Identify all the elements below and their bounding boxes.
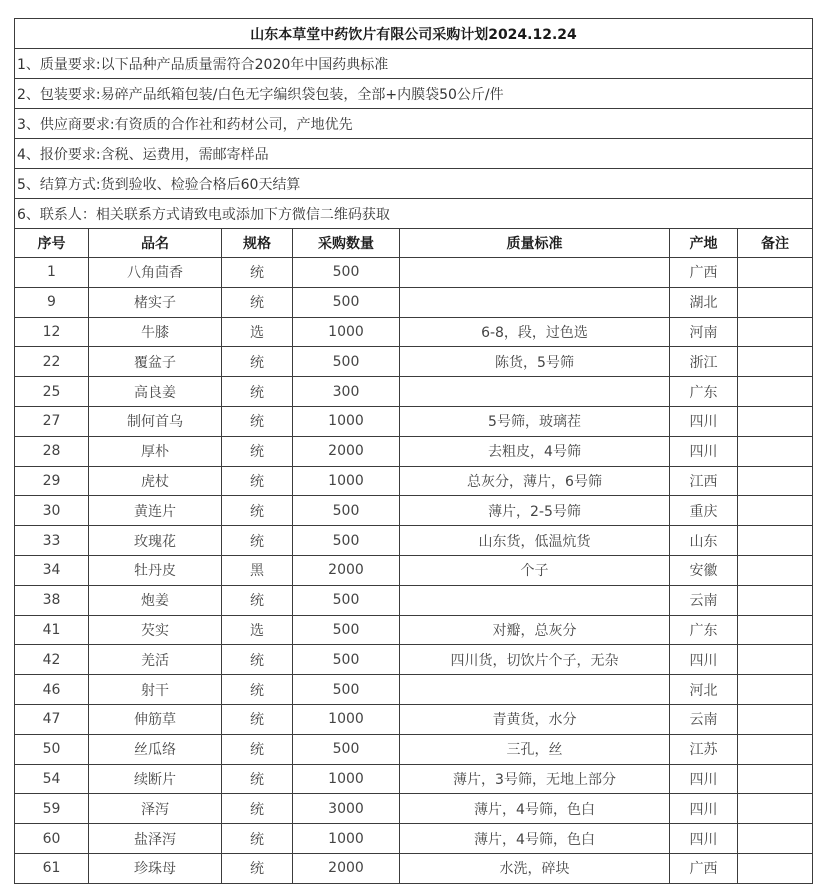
cell-qty: 1000: [293, 406, 400, 436]
cell-name: 羌活: [89, 645, 222, 675]
header-origin: 产地: [670, 229, 738, 258]
table-row: [15, 734, 813, 764]
cell-name: 芡实: [89, 615, 222, 645]
cell-name: 丝瓜络: [89, 734, 222, 764]
cell-seq: 9: [15, 287, 89, 317]
cell-origin: 江西: [670, 466, 738, 496]
cell-spec: 统: [222, 824, 293, 854]
cell-qty: 500: [293, 645, 400, 675]
quotation-requirement: 4、报价要求:含税、运费用，需邮寄样品: [15, 139, 813, 169]
cell-qty: 1000: [293, 317, 400, 347]
settlement-terms: 5、结算方式:货到验收、检验合格后60天结算: [15, 169, 813, 199]
cell-note: [738, 645, 813, 675]
table-row: [15, 645, 813, 675]
cell-spec: 统: [222, 347, 293, 377]
cell-spec: 统: [222, 734, 293, 764]
cell-quality: [400, 287, 670, 317]
header-qty: 采购数量: [293, 229, 400, 258]
cell-spec: 统: [222, 764, 293, 794]
cell-origin: 云南: [670, 585, 738, 615]
cell-seq: 25: [15, 377, 89, 407]
cell-note: [738, 615, 813, 645]
cell-seq: 27: [15, 406, 89, 436]
cell-spec: 统: [222, 377, 293, 407]
cell-spec: 统: [222, 526, 293, 556]
cell-seq: 29: [15, 466, 89, 496]
cell-quality: 总灰分，薄片，6号筛: [400, 466, 670, 496]
cell-seq: 12: [15, 317, 89, 347]
table-row: [15, 615, 813, 645]
cell-qty: 1000: [293, 764, 400, 794]
cell-quality: 薄片，3号筛，无地上部分: [400, 764, 670, 794]
cell-origin: 安徽: [670, 555, 738, 585]
cell-qty: 500: [293, 496, 400, 526]
cell-qty: 1000: [293, 824, 400, 854]
cell-name: 珍珠母: [89, 853, 222, 883]
cell-origin: 广东: [670, 377, 738, 407]
cell-qty: 500: [293, 585, 400, 615]
cell-qty: 500: [293, 615, 400, 645]
cell-name: 楮实子: [89, 287, 222, 317]
cell-quality: 6-8，段，过色选: [400, 317, 670, 347]
cell-spec: 统: [222, 496, 293, 526]
cell-qty: 2000: [293, 555, 400, 585]
cell-seq: 59: [15, 794, 89, 824]
procurement-table: [14, 18, 813, 884]
cell-spec: 选: [222, 317, 293, 347]
cell-note: [738, 287, 813, 317]
cell-seq: 61: [15, 853, 89, 883]
cell-quality: 薄片，4号筛，色白: [400, 794, 670, 824]
table-row: [15, 824, 813, 854]
cell-note: [738, 347, 813, 377]
table-row: [15, 466, 813, 496]
cell-seq: 60: [15, 824, 89, 854]
cell-qty: 2000: [293, 436, 400, 466]
cell-origin: 江苏: [670, 734, 738, 764]
cell-seq: 1: [15, 258, 89, 288]
cell-quality: 5号筛，玻璃茬: [400, 406, 670, 436]
cell-spec: 统: [222, 675, 293, 705]
cell-name: 八角茴香: [89, 258, 222, 288]
cell-note: [738, 585, 813, 615]
cell-origin: 四川: [670, 436, 738, 466]
cell-name: 盐泽泻: [89, 824, 222, 854]
cell-origin: 广东: [670, 615, 738, 645]
table-row: [15, 317, 813, 347]
cell-quality: 去粗皮，4号筛: [400, 436, 670, 466]
cell-name: 射干: [89, 675, 222, 705]
cell-origin: 广西: [670, 258, 738, 288]
cell-seq: 47: [15, 704, 89, 734]
cell-note: [738, 675, 813, 705]
table-row: [15, 555, 813, 585]
cell-quality: 薄片，4号筛，色白: [400, 824, 670, 854]
cell-seq: 38: [15, 585, 89, 615]
cell-name: 黄连片: [89, 496, 222, 526]
cell-note: [738, 555, 813, 585]
table-row: [15, 258, 813, 288]
cell-spec: 统: [222, 645, 293, 675]
cell-seq: 28: [15, 436, 89, 466]
cell-qty: 1000: [293, 704, 400, 734]
cell-name: 厚朴: [89, 436, 222, 466]
cell-qty: 2000: [293, 853, 400, 883]
table-row: [15, 377, 813, 407]
cell-spec: 统: [222, 466, 293, 496]
cell-quality: 薄片，2-5号筛: [400, 496, 670, 526]
cell-note: [738, 377, 813, 407]
header-note: 备注: [738, 229, 813, 258]
cell-note: [738, 704, 813, 734]
cell-spec: 统: [222, 406, 293, 436]
cell-note: [738, 526, 813, 556]
cell-name: 伸筋草: [89, 704, 222, 734]
cell-name: 覆盆子: [89, 347, 222, 377]
cell-seq: 34: [15, 555, 89, 585]
cell-qty: 500: [293, 258, 400, 288]
cell-note: [738, 794, 813, 824]
cell-quality: 个子: [400, 555, 670, 585]
cell-name: 牡丹皮: [89, 555, 222, 585]
cell-name: 牛膝: [89, 317, 222, 347]
header-quality: 质量标准: [400, 229, 670, 258]
header-name: 品名: [89, 229, 222, 258]
cell-note: [738, 764, 813, 794]
supplier-requirement: 3、供应商要求:有资质的合作社和药材公司，产地优先: [15, 109, 813, 139]
cell-origin: 浙江: [670, 347, 738, 377]
cell-spec: 统: [222, 287, 293, 317]
cell-quality: [400, 377, 670, 407]
cell-qty: 3000: [293, 794, 400, 824]
cell-seq: 50: [15, 734, 89, 764]
cell-note: [738, 853, 813, 883]
cell-quality: 青黄货，水分: [400, 704, 670, 734]
cell-quality: [400, 675, 670, 705]
cell-name: 制何首乌: [89, 406, 222, 436]
cell-qty: 500: [293, 526, 400, 556]
cell-name: 虎杖: [89, 466, 222, 496]
cell-spec: 统: [222, 585, 293, 615]
cell-origin: 四川: [670, 764, 738, 794]
cell-note: [738, 406, 813, 436]
cell-name: 续断片: [89, 764, 222, 794]
cell-name: 高良姜: [89, 377, 222, 407]
cell-seq: 41: [15, 615, 89, 645]
table-row: [15, 496, 813, 526]
packaging-requirement: 2、包装要求:易碎产品纸箱包装/白色无字编织袋包装，全部+内膜袋50公斤/件: [15, 79, 813, 109]
cell-quality: 水洗，碎块: [400, 853, 670, 883]
cell-quality: [400, 585, 670, 615]
table-row: [15, 347, 813, 377]
cell-qty: 500: [293, 675, 400, 705]
cell-note: [738, 496, 813, 526]
cell-spec: 统: [222, 794, 293, 824]
cell-note: [738, 734, 813, 764]
cell-origin: 重庆: [670, 496, 738, 526]
cell-seq: 54: [15, 764, 89, 794]
cell-spec: 统: [222, 436, 293, 466]
cell-quality: 山东货，低温炕货: [400, 526, 670, 556]
cell-origin: 四川: [670, 824, 738, 854]
cell-spec: 黑: [222, 555, 293, 585]
cell-spec: 统: [222, 258, 293, 288]
cell-name: 炮姜: [89, 585, 222, 615]
table-header-row: [15, 229, 813, 258]
quality-requirement: 1、质量要求:以下品种产品质量需符合2020年中国药典标准: [15, 49, 813, 79]
cell-qty: 500: [293, 347, 400, 377]
cell-seq: 33: [15, 526, 89, 556]
table-row: [15, 406, 813, 436]
cell-origin: 云南: [670, 704, 738, 734]
table-row: [15, 853, 813, 883]
header-seq: 序号: [15, 229, 89, 258]
table-row: [15, 436, 813, 466]
cell-note: [738, 317, 813, 347]
cell-quality: [400, 258, 670, 288]
cell-qty: 500: [293, 287, 400, 317]
table-row: [15, 794, 813, 824]
cell-seq: 42: [15, 645, 89, 675]
cell-note: [738, 824, 813, 854]
contact-info: 6、联系人：相关联系方式请致电或添加下方微信二维码获取: [15, 199, 813, 229]
cell-qty: 1000: [293, 466, 400, 496]
cell-name: 玫瑰花: [89, 526, 222, 556]
cell-seq: 46: [15, 675, 89, 705]
cell-origin: 山东: [670, 526, 738, 556]
table-row: [15, 704, 813, 734]
cell-spec: 统: [222, 704, 293, 734]
procurement-sheet: [14, 18, 812, 884]
cell-qty: 300: [293, 377, 400, 407]
table-row: [15, 675, 813, 705]
cell-note: [738, 258, 813, 288]
header-spec: 规格: [222, 229, 293, 258]
cell-origin: 湖北: [670, 287, 738, 317]
sheet-title: 山东本草堂中药饮片有限公司采购计划2024.12.24: [15, 19, 813, 49]
table-body: [15, 19, 813, 884]
cell-origin: 四川: [670, 794, 738, 824]
cell-note: [738, 466, 813, 496]
cell-spec: 统: [222, 853, 293, 883]
cell-seq: 22: [15, 347, 89, 377]
table-row: [15, 526, 813, 556]
cell-origin: 四川: [670, 406, 738, 436]
table-row: [15, 764, 813, 794]
cell-quality: 三孔，丝: [400, 734, 670, 764]
table-row: [15, 287, 813, 317]
cell-name: 泽泻: [89, 794, 222, 824]
cell-origin: 四川: [670, 645, 738, 675]
table-row: [15, 585, 813, 615]
cell-spec: 选: [222, 615, 293, 645]
cell-seq: 30: [15, 496, 89, 526]
cell-quality: 陈货，5号筛: [400, 347, 670, 377]
cell-note: [738, 436, 813, 466]
cell-quality: 四川货，切饮片个子，无杂: [400, 645, 670, 675]
cell-origin: 河南: [670, 317, 738, 347]
cell-qty: 500: [293, 734, 400, 764]
cell-quality: 对瓣，总灰分: [400, 615, 670, 645]
cell-origin: 河北: [670, 675, 738, 705]
cell-origin: 广西: [670, 853, 738, 883]
